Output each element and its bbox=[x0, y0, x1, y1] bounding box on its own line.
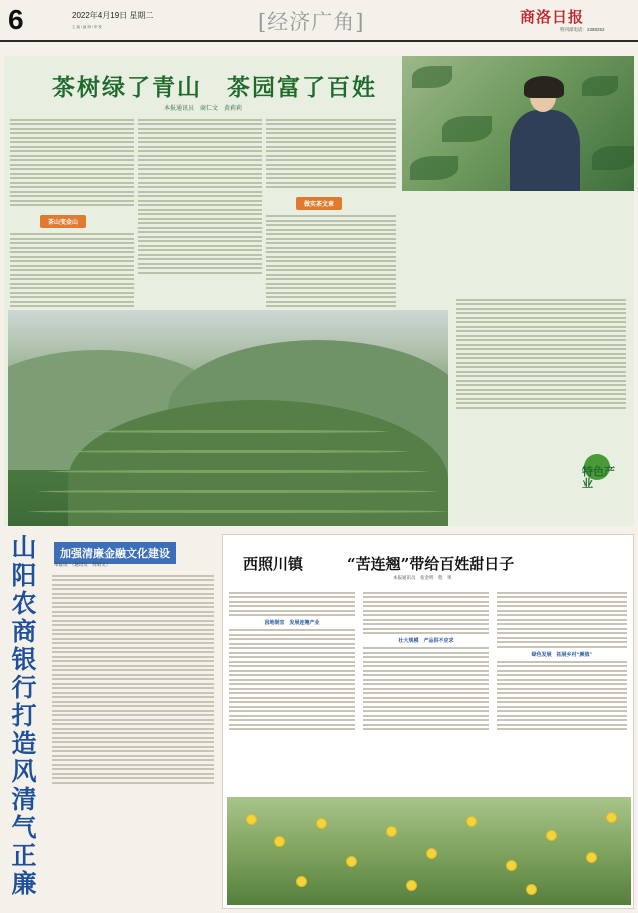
bank-headline: 山阳农商银行打造风清气正廉 bbox=[8, 534, 37, 898]
section-title: [经济广角] bbox=[258, 10, 365, 34]
forsythia-subhead-3: 绿色发展 拓展乡村“颜值” bbox=[531, 651, 593, 658]
feature-column-4 bbox=[456, 296, 626, 411]
tea-garden-photo bbox=[8, 310, 448, 526]
forsythia-subhead-1: 因地制宜 发展连翘产业 bbox=[264, 620, 320, 626]
forsythia-article bbox=[222, 534, 634, 909]
feature-headline: 茶树绿了青山 茶园富了百姓 bbox=[52, 74, 377, 101]
forsythia-byline: 本报通讯员 张金明 程 果 bbox=[393, 576, 452, 581]
forsythia-headline-town: 西照川镇 bbox=[243, 555, 304, 573]
subhead-tea-article: 做实茶文章 bbox=[296, 197, 342, 210]
editor-credits: 主 编 / 编 辑 / 审 校 bbox=[72, 25, 102, 29]
issue-date: 2022年4月19日 星期二 bbox=[72, 11, 154, 20]
feature-column-2 bbox=[138, 116, 262, 276]
bank-subtitle: 加强清廉金融文化建设 bbox=[54, 542, 176, 564]
special-industry-badge: 特色产业 bbox=[582, 454, 626, 494]
forsythia-column-2 bbox=[363, 589, 489, 733]
feature-byline: 本报通讯员 商仁文 黄莉莉 bbox=[164, 105, 243, 112]
forsythia-column-1 bbox=[229, 589, 355, 733]
tea-feature-panel bbox=[4, 56, 634, 526]
bank-article bbox=[4, 534, 216, 909]
page-header bbox=[0, 0, 638, 42]
forsythia-headline-main: “苦连翘”带给百姓甜日子 bbox=[347, 555, 515, 573]
page-number: 6 bbox=[8, 4, 24, 35]
tea-picker-photo bbox=[402, 56, 634, 191]
forsythia-column-3 bbox=[497, 589, 627, 733]
bank-byline: 本报讯 （通讯员 周娟文） bbox=[54, 563, 111, 568]
header-contact: 特刊部电话：2388252 bbox=[560, 27, 605, 32]
subhead-tea-mountain: 茶山变金山 bbox=[40, 215, 86, 228]
forsythia-photo bbox=[227, 797, 631, 905]
newspaper-logo: 商洛日报 bbox=[520, 8, 585, 26]
feature-column-1 bbox=[10, 116, 134, 314]
bank-body-text bbox=[52, 572, 214, 786]
forsythia-subhead-2: 壮大规模 产品供不应求 bbox=[398, 638, 454, 644]
